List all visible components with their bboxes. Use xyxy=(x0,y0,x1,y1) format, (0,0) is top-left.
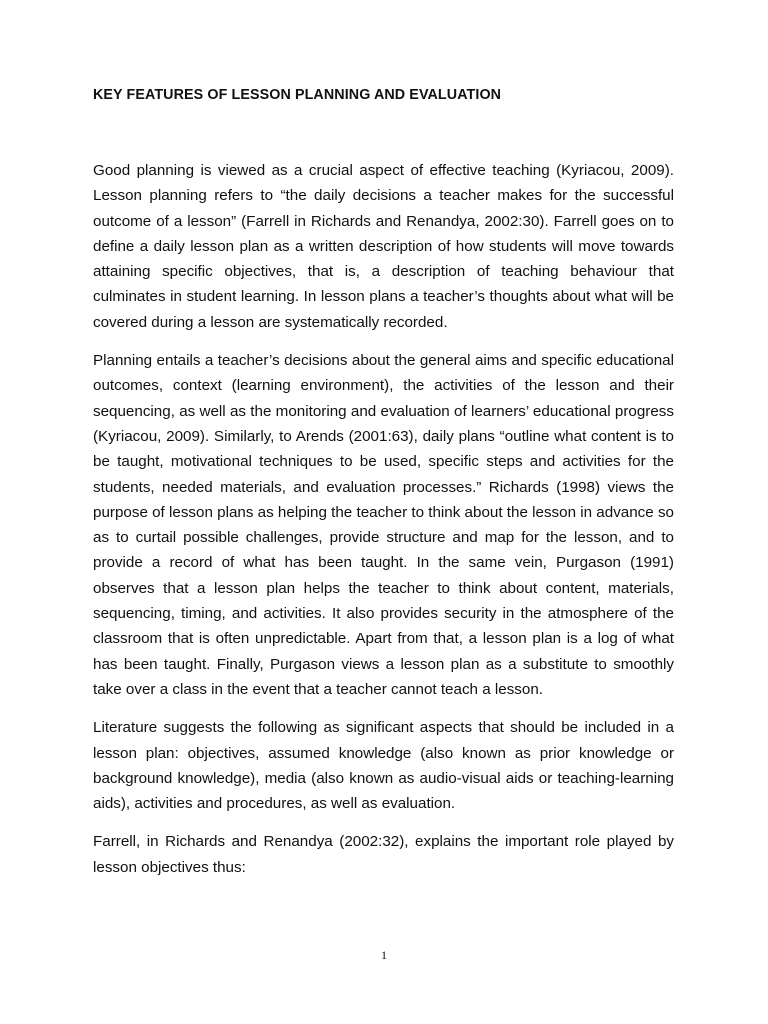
paragraph: Literature suggests the following as significant aspects that should be included in a lesson plan: objectives, assumed knowledge (also known as prior knowledge or background knowledge), media (also known as audio-visual aids or teaching-learning aids), activities and procedures, as well as evaluation. xyxy=(93,719,674,813)
paragraph: Good planning is viewed as a crucial aspect of effective teaching (Kyriacou, 2009). Lesson planning refers to “the daily decisions a teacher makes for the successful outcome of a lesson” (Farrell in Richards and Renandya, 2002:30). Farrell goes on to define a daily lesson plan as a written description of how students will move towards attaining specific objectives, that is, a description of teaching behaviour that culminates in student learning. In lesson plans a teacher’s thoughts about what will be covered during a lesson are systematically recorded. xyxy=(93,162,674,331)
document-heading: KEY FEATURES OF LESSON PLANNING AND EVALUATION xyxy=(93,87,502,103)
paragraph: Planning entails a teacher’s decisions about the general aims and specific educational outcomes, context (learning environment), the activities of the lesson and their sequencing, as well as the monitoring and evaluation of learners’ educational progress (Kyriacou, 2009). Similarly, to Arends (2001:63), daily plans “outline what content is to be taught, motivational techniques to be used, specific steps and activities for the students, needed materials, and evaluation processes.” Richards (1998) views the purpose of lesson plans as helping the teacher to think about the lesson in advance so as to curtail possible challenges, provide structure and map for the lesson, and to provide a record of what has been taught. In the same vein, Purgason (1991) observes that a lesson plan helps the teacher to think about content, materials, sequencing, timing, and activities. It also provides security in the atmosphere of the classroom that is often unpredictable. Apart from that, a lesson plan is a log of what has been taught. Finally, Purgason views a lesson plan as a substitute to smoothly take over a class in the event that a teacher cannot teach a lesson. xyxy=(93,352,674,698)
page-number: 1 xyxy=(381,948,387,962)
document-body xyxy=(93,158,674,893)
paragraph: Farrell, in Richards and Renandya (2002:32), explains the important role played by lesson objectives thus: xyxy=(93,833,674,876)
